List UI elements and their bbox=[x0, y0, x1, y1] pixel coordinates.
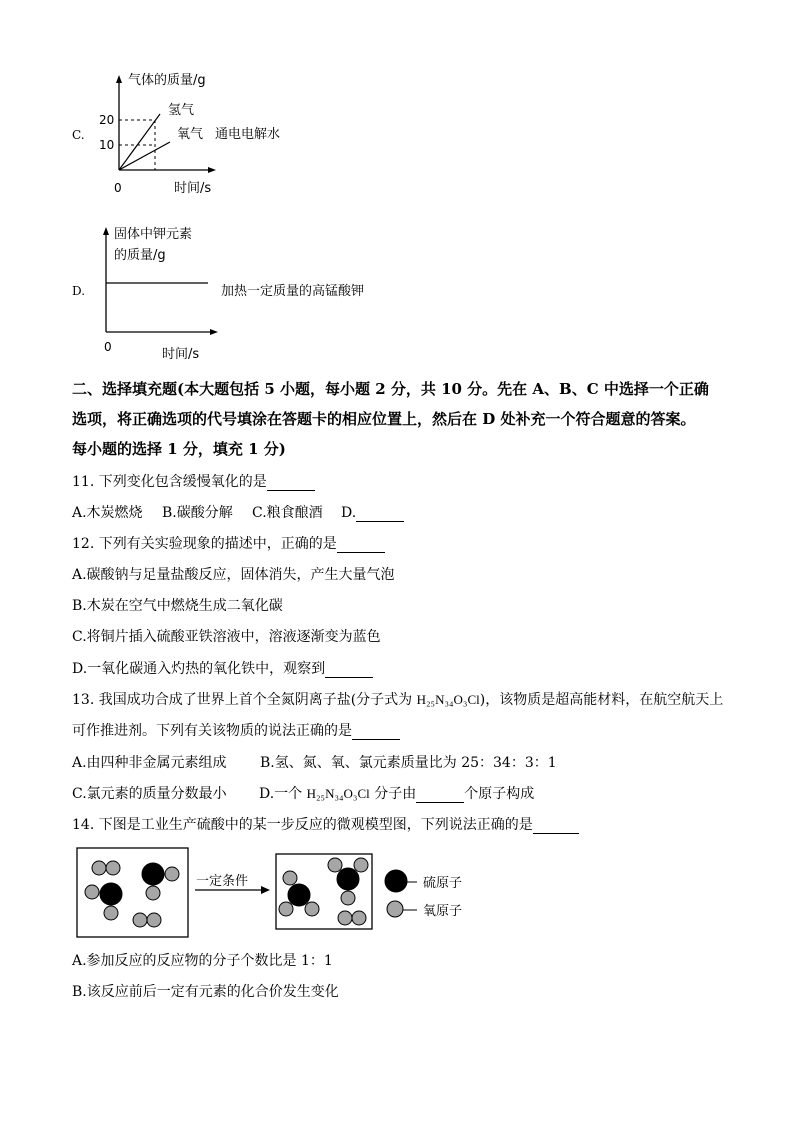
q13-option-a: A.由四种非金属元素组成 bbox=[72, 755, 227, 771]
q11-answer-blank[interactable] bbox=[267, 476, 315, 491]
d-caption: 加热一定质量的高锰酸钾 bbox=[221, 284, 365, 299]
d-y-label-1: 固体中钾元素 bbox=[114, 227, 193, 242]
q13-stem-part1: 13. 我国成功合成了世界上首个全氮阴离子盐(分子式为 bbox=[72, 692, 417, 708]
q11-option-d bbox=[341, 504, 404, 522]
q13-option-c: C.氯元素的质量分数最小 bbox=[72, 786, 227, 802]
q13-option-b: B.氢、氮、氧、氯元素质量比为 25：34：3：1 bbox=[260, 755, 557, 771]
c-hydrogen-label: 氢气 bbox=[168, 103, 195, 118]
q11-option-c: C.粮食酿酒 bbox=[252, 505, 323, 521]
c-tick-20: 20 bbox=[99, 113, 115, 127]
q12-stem bbox=[72, 535, 385, 553]
q12-option-d-label: D.一氧化碳通入灼热的氧化铁中，观察到 bbox=[72, 661, 326, 677]
q13-d-part2: 分子由 bbox=[369, 786, 417, 802]
q14-reaction-diagram bbox=[74, 845, 494, 940]
c-x-label: 时间/s bbox=[174, 181, 212, 196]
arrow-head-icon bbox=[261, 886, 270, 894]
hydrogen-line bbox=[119, 114, 160, 170]
y-axis-arrow-icon bbox=[103, 227, 109, 235]
c-oxygen-label: 氧气 bbox=[177, 127, 204, 142]
product-molecules bbox=[279, 858, 368, 925]
x-axis-arrow-icon bbox=[208, 167, 216, 173]
q12-d-blank[interactable] bbox=[325, 663, 373, 678]
sulfur-atom-icon bbox=[385, 870, 407, 892]
c-y-label: 气体的质量/g bbox=[128, 73, 206, 88]
oxygen-line bbox=[119, 142, 170, 170]
q14-option-b: B.该反应前后一定有元素的化合价发生变化 bbox=[72, 984, 339, 1000]
y-axis-arrow-icon bbox=[116, 75, 122, 83]
legend-oxygen-label: 氧原子 bbox=[423, 904, 463, 919]
q11-option-b: B.碳酸分解 bbox=[162, 505, 233, 521]
option-d-letter: D. bbox=[72, 284, 86, 298]
q13-d-blank[interactable] bbox=[416, 788, 464, 803]
reactant-molecules bbox=[85, 861, 179, 927]
option-d-graph bbox=[90, 220, 390, 365]
q13-d-formula: H₂₅N₃₄O₃Cl bbox=[306, 786, 370, 801]
q11-option-a: A.木炭燃烧 bbox=[72, 505, 143, 521]
q13-stem-part2: )，该物质是超高能材料，在航空航天上 bbox=[479, 692, 724, 708]
d-y-label-2: 的质量/g bbox=[114, 248, 166, 263]
q13-formula: H₂₅N₃₄O₃Cl bbox=[416, 692, 480, 707]
q13-stem-line2 bbox=[72, 722, 400, 740]
option-c-letter: C. bbox=[72, 128, 85, 142]
q11-stem bbox=[72, 473, 315, 491]
q11-option-d-label: D. bbox=[341, 505, 357, 521]
section2-line1: 二、选择填充题(本大题包括 5 小题，每小题 2 分，共 10 分。先在 A、B、C 中选择一个正确 bbox=[72, 380, 709, 398]
q14-stem-text: 14. 下图是工业生产硫酸中的某一步反应的微观模型图，下列说法正确的是 bbox=[72, 817, 533, 833]
q12-option-a: A.碳酸钠与足量盐酸反应，固体消失，产生大量气泡 bbox=[72, 567, 395, 583]
section2-line3: 每小题的选择 1 分，填充 1 分) bbox=[72, 440, 286, 458]
q12-answer-blank[interactable] bbox=[337, 538, 385, 553]
q11-d-blank[interactable] bbox=[356, 507, 404, 522]
x-axis-arrow-icon bbox=[210, 329, 218, 335]
q12-option-c: C.将铜片插入硫酸亚铁溶液中，溶液逐渐变为蓝色 bbox=[72, 629, 381, 645]
c-caption: 通电电解水 bbox=[215, 127, 281, 142]
q14-stem bbox=[72, 816, 579, 834]
q14-answer-blank[interactable] bbox=[533, 819, 579, 834]
q12-stem-text: 12. 下列有关实验现象的描述中，正确的是 bbox=[72, 536, 337, 552]
q13-stem-line2-text: 可作推进剂。下列有关该物质的说法正确的是 bbox=[72, 723, 352, 739]
q13-answer-blank[interactable] bbox=[352, 725, 400, 740]
option-c-graph bbox=[90, 70, 320, 200]
q13-stem-line1 bbox=[72, 691, 723, 709]
q11-stem-text: 11. 下列变化包含缓慢氧化的是 bbox=[72, 474, 267, 490]
q12-option-b: B.木炭在空气中燃烧生成二氧化碳 bbox=[72, 598, 283, 614]
q14-option-a: A.参加反应的反应物的分子个数比是 1：1 bbox=[72, 953, 333, 969]
q13-d-part1: D.一个 bbox=[259, 786, 307, 802]
d-origin: 0 bbox=[104, 340, 112, 354]
oxygen-atom-icon bbox=[387, 901, 403, 917]
section2-line2: 选项，将正确选项的代号填涂在答题卡的相应位置上，然后在 D 处补充一个符合题意的答案。 bbox=[72, 410, 696, 428]
c-tick-10: 10 bbox=[99, 138, 115, 152]
q13-d-part3: 个原子构成 bbox=[464, 786, 535, 802]
c-origin: 0 bbox=[114, 181, 122, 195]
q12-option-d bbox=[72, 660, 373, 678]
d-x-label: 时间/s bbox=[162, 347, 200, 362]
legend-sulfur-label: 硫原子 bbox=[423, 876, 463, 891]
arrow-condition-label: 一定条件 bbox=[196, 874, 249, 889]
q13-option-d bbox=[259, 785, 534, 803]
